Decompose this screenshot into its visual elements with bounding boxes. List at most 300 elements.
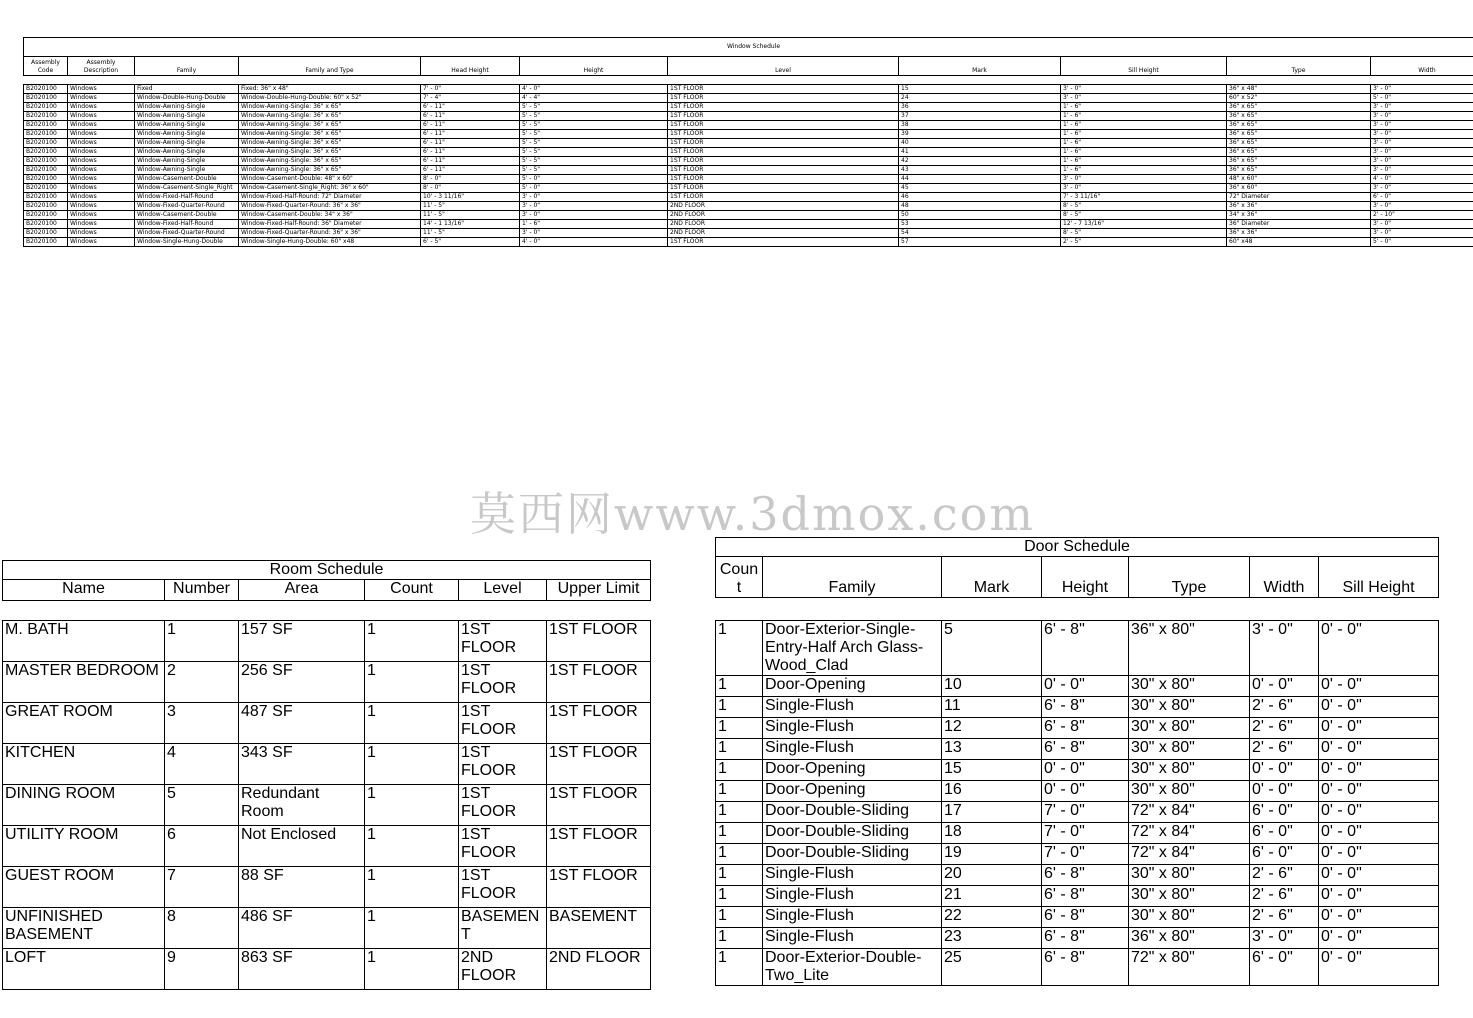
table-cell: 45 [899,184,1061,193]
table-cell: 30" x 80" [1129,781,1250,802]
table-cell: Door-Exterior-Double-Two_Lite [763,949,942,986]
table-cell: 88 SF [239,867,365,908]
table-cell: 1 [165,621,239,662]
table-cell: 18 [942,823,1042,844]
table-cell: 60" x48 [1227,238,1371,247]
table-cell: 2ND FLOOR [668,211,899,220]
table-cell: 8' - 5" [1061,211,1227,220]
table-cell: Fixed [135,85,239,94]
table-cell: 1 [716,760,763,781]
table-cell: 6' - 0" [1250,802,1319,823]
table-cell: 20 [942,865,1042,886]
table-cell: 6' - 0" [1250,823,1319,844]
table-cell: Single-Flush [763,865,942,886]
table-cell: 1 [716,739,763,760]
table-cell: 5' - 5" [520,166,668,175]
table-cell: 6' - 11" [421,103,520,112]
table-row [716,865,1439,886]
table-cell: 6' - 11" [421,139,520,148]
table-cell: 40 [899,139,1061,148]
table-cell: 1ST FLOOR [668,85,899,94]
table-cell: 8' - 5" [1061,229,1227,238]
table-cell: 2' - 6" [1250,886,1319,907]
table-cell: 7' - 0" [1042,823,1129,844]
table-cell: 1 [716,844,763,865]
table-cell: 6' - 11" [421,157,520,166]
table-cell: B2020100 [24,148,68,157]
table-cell: 7' - 0" [421,85,520,94]
table-cell: 1' - 6" [1061,121,1227,130]
table-row [24,94,1473,103]
table-cell: 3' - 0" [1061,175,1227,184]
table-cell: Windows [68,112,135,121]
table-cell: Single-Flush [763,739,942,760]
table-cell: 30" x 80" [1129,760,1250,781]
table-row [24,184,1473,193]
table-cell: 1ST FLOOR [668,94,899,103]
table-cell: 2' - 6" [1250,697,1319,718]
table-cell: 6' - 5" [421,238,520,247]
table-cell: Windows [68,229,135,238]
table-cell: 36" x 65" [1227,166,1371,175]
table-cell: 1 [365,744,459,785]
table-cell: 0' - 0" [1319,718,1439,739]
table-cell: Window-Awning-Single [135,121,239,130]
table-cell: 36" x 65" [1227,139,1371,148]
table-row [716,781,1439,802]
table-cell: Window-Fixed-Half-Round [135,193,239,202]
table-cell: 4' - 4" [520,94,668,103]
table-cell: B2020100 [24,184,68,193]
table-cell: 1ST FLOOR [668,139,899,148]
table-cell: 1ST FLOOR [547,662,651,703]
table-row [24,166,1473,175]
table-cell: 4' - 0" [520,238,668,247]
table-cell: 3' - 0" [1250,928,1319,949]
table-cell: 1ST FLOOR [459,785,547,826]
table-cell: 2' - 6" [1250,739,1319,760]
table-cell: 11' - 5" [421,211,520,220]
table-cell: 23 [942,928,1042,949]
table-cell: 36" Diameter [1227,220,1371,229]
table-cell: 1ST FLOOR [668,112,899,121]
table-row [3,744,651,785]
table-cell: 1ST FLOOR [547,785,651,826]
table-cell: 1ST FLOOR [459,867,547,908]
table-cell: Single-Flush [763,928,942,949]
table-cell: Window-Awning-Single [135,130,239,139]
room-schedule-table [2,560,651,990]
table-cell: Windows [68,175,135,184]
column-header: Height [520,57,668,76]
table-cell: 3' - 0" [1371,229,1473,238]
table-cell: 5' - 5" [520,157,668,166]
table-cell: 14' - 1 13/16" [421,220,520,229]
table-cell: 36" x 65" [1227,121,1371,130]
table-row [716,949,1439,986]
table-cell: 1 [716,823,763,844]
table-cell: Single-Flush [763,718,942,739]
table-cell: 3' - 0" [1371,148,1473,157]
table-cell: Windows [68,103,135,112]
table-cell: Door-Opening [763,676,942,697]
table-cell: Window-Awning-Single [135,139,239,148]
table-cell: Windows [68,202,135,211]
table-cell: 36" x 48" [1227,85,1371,94]
table-cell: Windows [68,85,135,94]
table-cell: Window-Awning-Single: 36" x 65" [239,148,421,157]
table-cell: 5' - 0" [520,184,668,193]
table-cell: B2020100 [24,229,68,238]
table-cell: 1ST FLOOR [668,175,899,184]
table-cell: Single-Flush [763,886,942,907]
table-cell: 36" x 60" [1227,184,1371,193]
table-cell: Window-Awning-Single: 36" x 65" [239,103,421,112]
table-cell: 72" Diameter [1227,193,1371,202]
table-row [3,949,651,990]
table-cell: 1' - 6" [1061,130,1227,139]
table-cell: 7' - 4" [421,94,520,103]
table-cell: 6' - 8" [1042,886,1129,907]
table-cell: 1 [716,781,763,802]
table-cell: 0' - 0" [1319,844,1439,865]
column-header: Level [668,57,899,76]
table-cell: 36 [899,103,1061,112]
table-cell: B2020100 [24,193,68,202]
column-header: Type [1129,557,1250,598]
table-cell: 6' - 0" [1250,949,1319,986]
table-cell: 2' - 10" [1371,211,1473,220]
table-cell: B2020100 [24,112,68,121]
table-cell: 0' - 0" [1042,676,1129,697]
table-cell: 19 [942,844,1042,865]
spacer [716,598,1439,621]
table-cell: Window-Awning-Single: 36" x 65" [239,139,421,148]
table-cell: 36" x 65" [1227,103,1371,112]
table-cell: 1ST FLOOR [668,238,899,247]
table-row [716,886,1439,907]
table-cell: 1' - 6" [1061,103,1227,112]
table-cell: 50 [899,211,1061,220]
table-cell: 1ST FLOOR [547,867,651,908]
column-header: Mark [942,557,1042,598]
table-cell: 4' - 0" [520,85,668,94]
table-cell: 863 SF [239,949,365,990]
table-cell: 1 [365,826,459,867]
table-cell: Windows [68,121,135,130]
table-cell: UNFINISHED BASEMENT [3,908,165,949]
table-cell: 6' - 8" [1042,865,1129,886]
table-row [716,676,1439,697]
column-header: Family [763,557,942,598]
table-cell: 1ST FLOOR [668,184,899,193]
table-cell: 5 [942,621,1042,676]
table-cell: 0' - 0" [1250,760,1319,781]
table-cell: 43 [899,166,1061,175]
table-cell: 54 [899,229,1061,238]
table-cell: 6' - 0" [1371,193,1473,202]
table-cell: Window-Single-Hung-Double: 60" x48 [239,238,421,247]
table-cell: 1ST FLOOR [668,157,899,166]
table-row [716,718,1439,739]
table-cell: 1 [716,886,763,907]
spacer [24,76,1473,85]
column-header: Width [1371,57,1473,76]
table-cell: 1 [365,662,459,703]
table-cell: Windows [68,148,135,157]
table-cell: 0' - 0" [1319,949,1439,986]
table-cell: 6' - 11" [421,130,520,139]
table-cell: 46 [899,193,1061,202]
table-cell: Windows [68,211,135,220]
table-cell: 15 [942,760,1042,781]
table-cell: Windows [68,238,135,247]
table-cell: BASEMENT [459,908,547,949]
column-header: Number [165,580,239,601]
table-cell: 0' - 0" [1319,886,1439,907]
table-cell: B2020100 [24,94,68,103]
table-cell: B2020100 [24,202,68,211]
column-header: Family [135,57,239,76]
table-cell: 256 SF [239,662,365,703]
table-row [24,193,1473,202]
table-cell: Window-Fixed-Half-Round: 72" Diameter [239,193,421,202]
table-cell: Door-Double-Sliding [763,802,942,823]
table-cell: 3' - 0" [520,229,668,238]
table-cell: 7 [165,867,239,908]
table-row [3,908,651,949]
table-cell: B2020100 [24,238,68,247]
table-cell: Window-Awning-Single: 36" x 65" [239,157,421,166]
table-cell: Window-Awning-Single [135,157,239,166]
table-cell: Window-Awning-Single [135,166,239,175]
table-cell: 60" x 52" [1227,94,1371,103]
table-cell: 1 [365,703,459,744]
table-cell: 0' - 0" [1319,802,1439,823]
table-cell: 487 SF [239,703,365,744]
table-cell: 9 [165,949,239,990]
table-cell: 1 [365,908,459,949]
table-cell: 36" x 65" [1227,130,1371,139]
table-cell: 3 [165,703,239,744]
column-header: Sill Height [1319,557,1439,598]
table-cell: 3' - 0" [1061,85,1227,94]
table-cell: 36" x 36" [1227,229,1371,238]
table-cell: BASEMENT [547,908,651,949]
table-cell: Window-Casement-Double [135,175,239,184]
table-row [716,928,1439,949]
column-header: Head Height [421,57,520,76]
table-cell: 5' - 5" [520,130,668,139]
table-cell: 1 [716,865,763,886]
column-header: Mark [899,57,1061,76]
table-cell: Window-Casement-Double: 34" x 36" [239,211,421,220]
table-cell: Window-Single-Hung-Double [135,238,239,247]
table-cell: 5' - 0" [1371,94,1473,103]
column-header: Assembly Description [68,57,135,76]
table-cell: 4 [165,744,239,785]
table-cell: 3' - 0" [520,211,668,220]
table-row [24,121,1473,130]
table-cell: Window-Casement-Single_Right: 36" x 60" [239,184,421,193]
table-cell: 36" x 80" [1129,621,1250,676]
column-header: Level [459,580,547,601]
table-cell: 12 [942,718,1042,739]
spacer [3,601,651,621]
table-cell: 3' - 0" [1061,94,1227,103]
table-cell: Window-Awning-Single [135,112,239,121]
table-cell: Door-Double-Sliding [763,823,942,844]
table-cell: Single-Flush [763,907,942,928]
table-cell: 1ST FLOOR [668,121,899,130]
table-cell: 0' - 0" [1319,781,1439,802]
table-cell: 5' - 0" [1371,238,1473,247]
table-cell: 1ST FLOOR [459,621,547,662]
table-cell: 30" x 80" [1129,886,1250,907]
table-cell: Fixed: 36" x 48" [239,85,421,94]
table-cell: 1 [716,621,763,676]
table-cell: 5' - 5" [520,103,668,112]
table-row [24,148,1473,157]
table-cell: B2020100 [24,157,68,166]
table-cell: 15 [899,85,1061,94]
table-cell: 13 [942,739,1042,760]
table-cell: Redundant Room [239,785,365,826]
table-cell: 0' - 0" [1042,760,1129,781]
table-cell: Single-Flush [763,697,942,718]
table-row [24,103,1473,112]
table-row [3,662,651,703]
table-cell: 48" x 60" [1227,175,1371,184]
table-cell: 6' - 8" [1042,949,1129,986]
table-cell: 3' - 0" [1250,621,1319,676]
table-cell: 1ST FLOOR [668,103,899,112]
table-cell: B2020100 [24,121,68,130]
table-cell: 11' - 5" [421,229,520,238]
table-cell: Window-Awning-Single: 36" x 65" [239,166,421,175]
table-cell: 3' - 0" [1371,139,1473,148]
table-cell: 42 [899,157,1061,166]
table-cell: Windows [68,130,135,139]
table-cell: 5' - 0" [520,175,668,184]
column-header: Count [716,557,763,598]
table-cell: 1' - 6" [1061,112,1227,121]
table-cell: 5' - 5" [520,148,668,157]
table-cell: 157 SF [239,621,365,662]
table-cell: Windows [68,193,135,202]
table-cell: 8 [165,908,239,949]
table-cell: 6' - 0" [1250,844,1319,865]
table-cell: 1' - 6" [1061,148,1227,157]
table-cell: 36" x 65" [1227,112,1371,121]
table-row [24,211,1473,220]
table-cell: 41 [899,148,1061,157]
table-cell: 1ST FLOOR [547,703,651,744]
table-cell: 3' - 0" [1371,85,1473,94]
table-cell: 38 [899,121,1061,130]
table-cell: Door-Exterior-Single-Entry-Half Arch Glass-Wood_Clad [763,621,942,676]
table-cell: Window-Casement-Double: 48" x 60" [239,175,421,184]
table-cell: Windows [68,220,135,229]
table-cell: Window-Casement-Single_Right [135,184,239,193]
table-row [3,703,651,744]
table-cell: M. BATH [3,621,165,662]
table-cell: Window-Double-Hung-Double [135,94,239,103]
table-row [3,826,651,867]
table-row [24,112,1473,121]
table-cell: 72" x 84" [1129,844,1250,865]
table-cell: 1 [716,802,763,823]
table-cell: 0' - 0" [1319,739,1439,760]
table-cell: DINING ROOM [3,785,165,826]
column-header: Width [1250,557,1319,598]
table-cell: 10' - 3 11/16" [421,193,520,202]
table-cell: 3' - 0" [520,193,668,202]
window-schedule-table [23,37,1473,247]
table-cell: Window-Fixed-Quarter-Round [135,202,239,211]
table-cell: Window-Fixed-Half-Round [135,220,239,229]
table-cell: 1ST FLOOR [547,826,651,867]
table-row [24,175,1473,184]
table-cell: 39 [899,130,1061,139]
table-cell: 3' - 0" [1371,157,1473,166]
table-cell: 1ST FLOOR [668,193,899,202]
table-cell: 1 [365,949,459,990]
table-cell: Window-Awning-Single [135,103,239,112]
table-cell: Door-Opening [763,781,942,802]
table-cell: 1' - 6" [1061,157,1227,166]
table-row [24,130,1473,139]
table-cell: 1 [716,949,763,986]
table-row [716,739,1439,760]
table-cell: 1ST FLOOR [668,148,899,157]
table-cell: 1 [716,718,763,739]
table-cell: 6' - 8" [1042,718,1129,739]
column-header: Type [1227,57,1371,76]
table-cell: 53 [899,220,1061,229]
table-cell: 1ST FLOOR [668,130,899,139]
table-cell: 6 [165,826,239,867]
watermark: 莫西网www.3dmox.com [470,487,1035,541]
table-cell: B2020100 [24,103,68,112]
table-cell: Window-Awning-Single: 36" x 65" [239,121,421,130]
table-cell: 7' - 0" [1042,802,1129,823]
table-cell: 1ST FLOOR [459,826,547,867]
table-row [24,220,1473,229]
table-cell: 2' - 6" [1250,865,1319,886]
table-row [24,238,1473,247]
table-cell: 3' - 0" [1371,166,1473,175]
table-cell: 2ND FLOOR [668,202,899,211]
table-cell: 5' - 5" [520,139,668,148]
table-cell: 10 [942,676,1042,697]
table-cell: 0' - 0" [1042,781,1129,802]
table-cell: 6' - 8" [1042,739,1129,760]
table-cell: 3' - 0" [1061,184,1227,193]
table-row [24,202,1473,211]
table-cell: 2ND FLOOR [459,949,547,990]
table-cell: Not Enclosed [239,826,365,867]
table-row [3,621,651,662]
table-cell: 1 [716,928,763,949]
table-cell: 3' - 0" [520,202,668,211]
table-cell: 72" x 84" [1129,802,1250,823]
room-schedule-title: Room Schedule [3,561,651,580]
table-cell: Windows [68,166,135,175]
table-cell: 2' - 6" [1250,907,1319,928]
table-cell: 0' - 0" [1250,676,1319,697]
table-cell: 1 [716,697,763,718]
